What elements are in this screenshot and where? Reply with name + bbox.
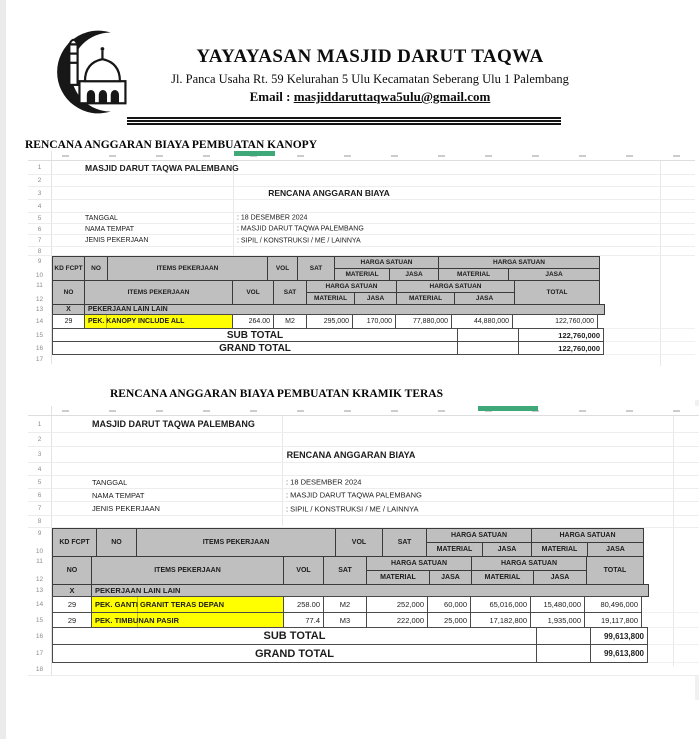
header-total: TOTAL — [586, 556, 644, 585]
sheet-row — [28, 161, 695, 175]
sheet-row — [28, 463, 699, 476]
email-line — [135, 89, 605, 105]
grandtotal-label: GRAND TOTAL — [52, 341, 458, 355]
header-harga-satuan-group: HARGA SATUAN MATERIAL JASA — [531, 528, 644, 557]
cell-jasa-2: 15,480,000 — [530, 596, 585, 613]
cell-sat: M2 — [273, 314, 307, 329]
sheet-row — [28, 502, 699, 516]
info-value: : 18 DESEMBER 2024 — [237, 214, 308, 222]
header-harga-satuan-group: HARGA SATUAN MATERIAL JASA — [306, 280, 397, 305]
group-label: PEKERJAAN LAIN LAIN — [91, 584, 649, 597]
cell-total: 122,760,000 — [512, 314, 598, 329]
cell-jasa-1: 60,000 — [427, 596, 471, 613]
header-vol: VOL — [232, 280, 274, 305]
row-number: 11 12 — [28, 280, 52, 305]
header-items: ITEMS PEKERJAAN — [136, 528, 336, 557]
header-sat: SAT — [297, 256, 335, 281]
sheet-row — [28, 416, 699, 433]
row-number: 13 — [28, 584, 52, 597]
header-kd-fcpt: KD FCPT — [52, 528, 97, 557]
header-sat: SAT — [382, 528, 427, 557]
subtotal-row — [28, 328, 695, 342]
grandtotal-row — [28, 341, 695, 355]
gridline — [137, 613, 138, 627]
header-jasa: JASA — [354, 293, 396, 304]
header-no: NO — [84, 256, 108, 281]
info-label: JENIS PEKERJAAN — [85, 237, 149, 244]
header-items: ITEMS PEKERJAAN — [91, 556, 284, 585]
row-number: 3 — [28, 447, 52, 462]
header-sat: SAT — [323, 556, 367, 585]
table-header-block-1 — [28, 256, 695, 281]
sheet-kanopy — [28, 151, 695, 364]
cell-no: 29 — [52, 596, 92, 613]
cell-item-highlighted: PEK. GANTI GRANIT TERAS DEPAN — [91, 596, 284, 613]
cell-material-1: 295,000 — [306, 314, 353, 329]
grandtotal-value: 99,613,800 — [590, 644, 648, 663]
header-items: ITEMS PEKERJAAN — [107, 256, 268, 281]
group-code: X — [52, 304, 85, 315]
table-header-block-1 — [28, 528, 699, 557]
subtotal-label: SUB TOTAL — [52, 627, 537, 645]
info-label: NAMA TEMPAT — [92, 490, 145, 500]
row-number: 17 — [28, 355, 52, 364]
row-number: 15 — [28, 612, 52, 628]
letterhead-divider-rule — [127, 117, 561, 125]
sheet-subtitle: RENCANA ANGGARAN BIAYA — [268, 188, 390, 198]
table-row — [28, 612, 699, 628]
cell-item-highlighted: PEK. TIMBUNAN PASIR — [91, 612, 284, 628]
row-number: 13 — [28, 304, 52, 315]
sheet-row — [28, 476, 699, 489]
cell-no: 29 — [52, 314, 85, 329]
row-number: 2 — [28, 433, 52, 446]
mosque-crescent-logo-icon — [50, 26, 142, 118]
table-row — [28, 596, 699, 613]
email-label: Email : — [249, 89, 294, 104]
row-number: 11 12 — [28, 556, 52, 585]
info-label: NAMA TEMPAT — [85, 225, 135, 233]
info-label: TANGGAL — [85, 214, 118, 222]
header-material: MATERIAL — [380, 574, 416, 581]
row-number: 6 — [28, 224, 52, 234]
info-value: : SIPIL / KONSTRUKSI / ME / LAINNYA — [286, 504, 419, 513]
cell-material-1: 252,000 — [366, 596, 428, 613]
sheet-title: MASJID DARUT TAQWA PALEMBANG — [85, 162, 239, 173]
table-row — [28, 314, 695, 329]
sheet-row — [28, 175, 695, 187]
header-harga-satuan-group: HARGA SATUAN MATERIAL JASA — [471, 556, 587, 585]
cell-material-2: 77,880,000 — [395, 314, 452, 329]
sheet-row — [28, 213, 695, 224]
header-vol: VOL — [335, 528, 383, 557]
column-letter-strip — [28, 406, 699, 416]
header-jasa: JASA — [533, 571, 586, 584]
header-material: MATERIAL — [541, 546, 578, 553]
table-header-block-2 — [28, 556, 699, 585]
sheet-row — [28, 433, 699, 447]
sheet-row — [28, 355, 695, 364]
row-number: 8 — [28, 247, 52, 255]
cell-item-highlighted: PEK. KANOPY INCLUDE ALL — [84, 314, 233, 329]
row-number: 16 — [28, 341, 52, 355]
empty-cell — [457, 341, 519, 355]
header-kd-fcpt: KD FCPT — [52, 256, 85, 281]
organization-address: Jl. Panca Usaha Rt. 59 Kelurahan 5 Ulu Kecamatan Seberang Ulu 1 Palembang — [171, 72, 569, 86]
header-no: NO — [96, 528, 137, 557]
row-number: 1 — [28, 416, 52, 432]
organization-name: YAYAYASAN MASJID DARUT TAQWA — [196, 46, 544, 67]
sheet-row — [28, 200, 695, 213]
cell-jasa-2: 1,935,000 — [530, 612, 585, 628]
header-vol: VOL — [267, 256, 298, 281]
header-harga-satuan-group: HARGA SATUAN MATERIAL JASA — [334, 256, 439, 281]
cell-material-2: 65,016,000 — [470, 596, 531, 613]
row-number: 18 — [28, 663, 52, 675]
row-number: 7 — [28, 235, 52, 246]
grandtotal-label: GRAND TOTAL — [52, 644, 537, 663]
header-material: MATERIAL — [408, 295, 443, 302]
cell-vol: 258.00 — [283, 596, 324, 613]
row-number: 9 10 — [28, 528, 52, 557]
sheet-row — [28, 247, 695, 256]
row-number: 15 — [28, 328, 52, 342]
cell-total: 80,496,000 — [584, 596, 642, 613]
info-label: TANGGAL — [92, 477, 128, 487]
cell-material-1: 222,000 — [366, 612, 428, 628]
header-harga-satuan-group: HARGA SATUAN MATERIAL JASA — [366, 556, 472, 585]
sheet-row — [28, 235, 695, 247]
empty-cell — [536, 644, 591, 663]
header-jasa: JASA — [389, 269, 438, 280]
gridline — [106, 315, 107, 328]
grandtotal-row — [28, 644, 699, 663]
cell-sat: M2 — [323, 596, 367, 613]
sheet-row — [28, 489, 699, 502]
cell-sat: M3 — [323, 612, 367, 628]
subtotal-value: 99,613,800 — [590, 627, 648, 645]
cell-jasa-2: 44,880,000 — [451, 314, 513, 329]
header-jasa: JASA — [429, 571, 471, 584]
info-label: JENIS PEKERJAAN — [92, 504, 160, 513]
header-material: MATERIAL — [313, 295, 348, 302]
row-number: 8 — [28, 516, 52, 527]
row-number: 17 — [28, 644, 52, 663]
letterhead — [135, 46, 605, 105]
sheet-row — [28, 187, 695, 200]
cell-vol: 264.00 — [232, 314, 274, 329]
selected-cell-indicator — [234, 151, 275, 156]
header-harga-satuan-group: HARGA SATUAN MATERIAL JASA — [438, 256, 600, 281]
sheet-row — [28, 447, 699, 463]
header-vol: VOL — [283, 556, 324, 585]
info-value: : MASJID DARUT TAQWA PALEMBANG — [237, 225, 364, 233]
row-number: 5 — [28, 213, 52, 223]
subtotal-row — [28, 627, 699, 645]
info-value: : 18 DESEMBER 2024 — [286, 477, 362, 487]
row-number: 2 — [28, 175, 52, 186]
header-no: NO — [52, 556, 92, 585]
sheet-title: MASJID DARUT TAQWA PALEMBANG — [92, 419, 255, 429]
row-number: 14 — [28, 596, 52, 613]
cell-jasa-1: 25,000 — [427, 612, 471, 628]
header-material: MATERIAL — [345, 271, 379, 278]
row-number: 14 — [28, 314, 52, 329]
header-jasa: JASA — [508, 269, 599, 280]
group-code: X — [52, 584, 92, 597]
row-number: 7 — [28, 502, 52, 515]
header-total: TOTAL — [514, 280, 600, 305]
row-number: 4 — [28, 200, 52, 212]
row-number: 5 — [28, 476, 52, 488]
header-no: NO — [52, 280, 85, 305]
sheet-row — [28, 516, 699, 528]
cell-vol: 77.4 — [283, 612, 324, 628]
header-harga-satuan-group: HARGA SATUAN MATERIAL JASA — [396, 280, 515, 305]
row-number: 16 — [28, 627, 52, 645]
header-items: ITEMS PEKERJAAN — [84, 280, 233, 305]
column-letter-strip — [28, 151, 695, 161]
header-sat: SAT — [273, 280, 307, 305]
info-value: : MASJID DARUT TAQWA PALEMBANG — [286, 490, 422, 500]
cell-jasa-1: 170,000 — [352, 314, 396, 329]
row-number: 4 — [28, 463, 52, 475]
header-material: MATERIAL — [456, 271, 491, 278]
header-jasa: JASA — [587, 543, 643, 556]
header-material: MATERIAL — [484, 574, 521, 581]
page-left-edge-shadow — [0, 0, 6, 739]
cell-no: 29 — [52, 612, 92, 628]
sheet-row — [28, 224, 695, 235]
cell-material-2: 17,182,800 — [470, 612, 531, 628]
column-letter-marks — [62, 410, 682, 412]
empty-cell — [457, 328, 519, 342]
sheet-subtitle: RENCANA ANGGARAN BIAYA — [286, 449, 416, 460]
subtotal-label: SUB TOTAL — [52, 328, 458, 342]
row-number: 9 10 — [28, 256, 52, 281]
row-number: 6 — [28, 489, 52, 501]
sheet-kramik-teras — [28, 406, 699, 676]
table-header-block-2 — [28, 280, 695, 305]
info-value: : SIPIL / KONSTRUKSI / ME / LAINNYA — [237, 237, 361, 244]
subtotal-value: 122,760,000 — [518, 328, 604, 342]
header-harga-satuan-group: HARGA SATUAN MATERIAL JASA — [426, 528, 532, 557]
group-label: PEKERJAAN LAIN LAIN — [84, 304, 605, 315]
section-heading-kramik-teras: RENCANA ANGGARAN BIAYA PEMBUATAN KRAMIK TERAS — [110, 388, 444, 400]
row-number: 3 — [28, 187, 52, 199]
grandtotal-value: 122,760,000 — [518, 341, 604, 355]
row-number: 1 — [28, 161, 52, 174]
sheet-row — [28, 663, 699, 676]
selected-cell-indicator — [478, 406, 538, 411]
section-heading-kanopy: RENCANA ANGGARAN BIAYA PEMBUATAN KANOPY — [25, 139, 317, 151]
header-material: MATERIAL — [436, 546, 473, 553]
header-jasa: JASA — [454, 293, 514, 304]
gridline — [137, 597, 138, 612]
cell-total: 19,117,800 — [584, 612, 642, 628]
header-jasa: JASA — [482, 543, 531, 556]
empty-cell — [536, 627, 591, 645]
email-address: masjiddaruttaqwa5ulu@gmail.com — [293, 89, 491, 104]
column-letter-marks — [62, 155, 682, 157]
